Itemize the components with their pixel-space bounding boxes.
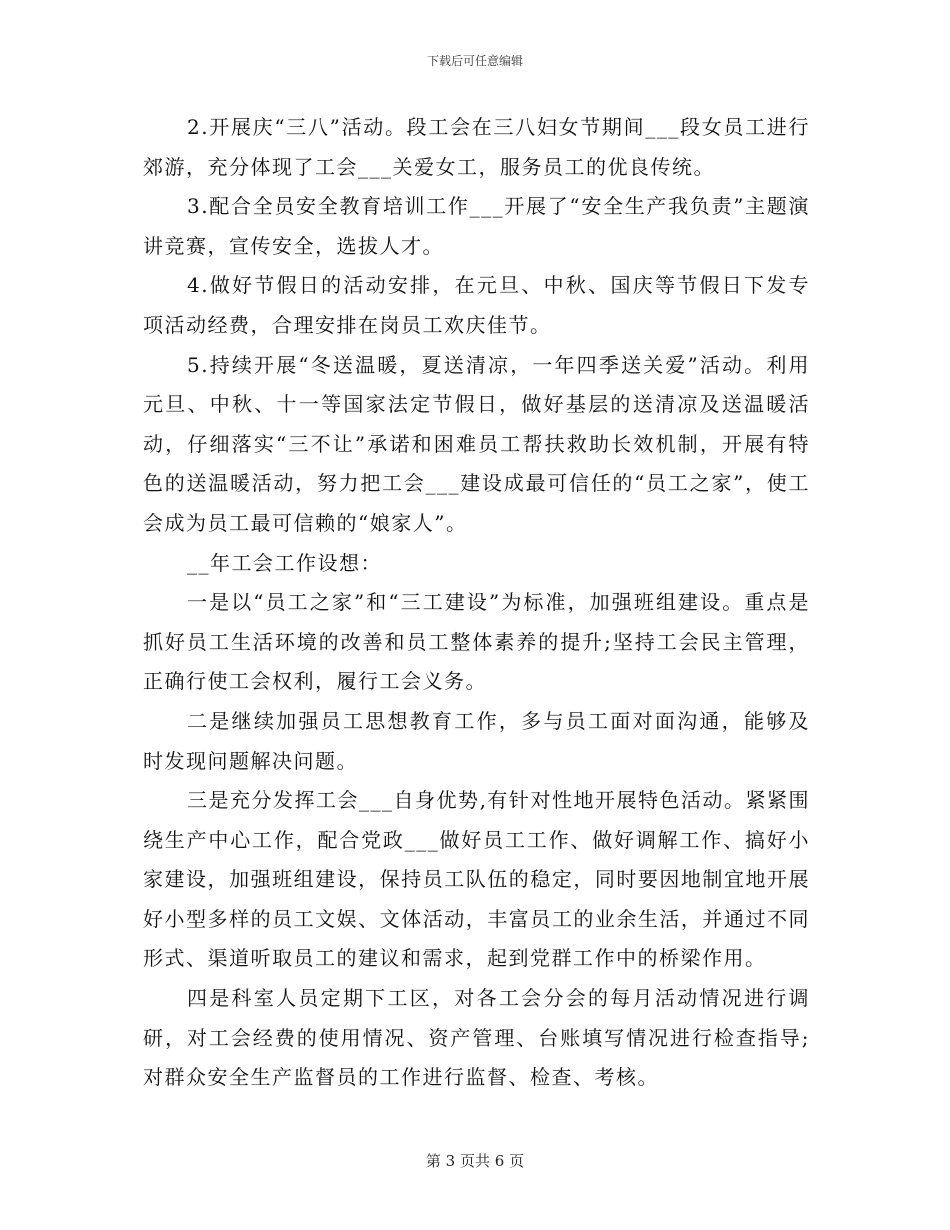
page-number: 第 3 页共 6 页 <box>425 1152 525 1170</box>
paragraph-item-5: 5.持续开展“冬送温暖，夏送清凉，一年四季送关爱”活动。利用元旦、中秋、十一等国家法定节假日，做好基层的送清凉及送温暖活动，仔细落实“三不让”承诺和困难员工帮扶救助长效机制，开展有特色的送温暖活动，努力把工会___建设成最可信任的“员工之家”，使工会成为员工最可信赖的“娘家人”。 <box>143 352 810 535</box>
plan-paragraph-3: 三是充分发挥工会___自身优势,有针对性地开展特色活动。紧紧围绕生产中心工作，配合党政___做好员工工作、做好调解工作、搞好小家建设，加强班组建设，保持员工队伍的稳定，同时要因地制宜地开展好小型多样的员工文娱、文体活动，丰富员工的业余生活，并通过不同形式、渠道听取员工的建议和需求，起到党群工作中的桥梁作用。 <box>143 788 810 971</box>
paragraph-item-3: 3.配合全员安全教育培训工作___开展了“安全生产我负责”主题演讲竞赛，宣传安全，选拔人才。 <box>143 194 810 258</box>
page-header: 下载后可任意编辑 <box>426 54 523 68</box>
paragraph-item-2: 2.开展庆“三八”活动。段工会在三八妇女节期间___段女员工进行郊游，充分体现了工会___关爱女工，服务员工的优良传统。 <box>143 115 810 179</box>
document-body <box>143 108 810 1098</box>
paragraph-item-4: 4.做好节假日的活动安排，在元旦、中秋、国庆等节假日下发专项活动经费，合理安排在岗员工欢庆佳节。 <box>143 273 810 337</box>
plan-paragraph-2: 二是继续加强员工思想教育工作，多与员工面对面沟通，能够及时发现问题解决问题。 <box>143 708 810 773</box>
section-heading-plans: __年工会工作设想： <box>187 550 382 575</box>
plan-paragraph-4: 四是科室人员定期下工区，对各工会分会的每月活动情况进行调研，对工会经费的使用情况、资产管理、台账填写情况进行检查指导;对群众安全生产监督员的工作进行监督、检查、考核。 <box>143 986 810 1090</box>
plan-paragraph-1: 一是以“员工之家”和“三工建设”为标准，加强班组建设。重点是抓好员工生活环境的改善和员工整体素养的提升;坚持工会民主管理，正确行使工会权利，履行工会义务。 <box>143 590 810 694</box>
